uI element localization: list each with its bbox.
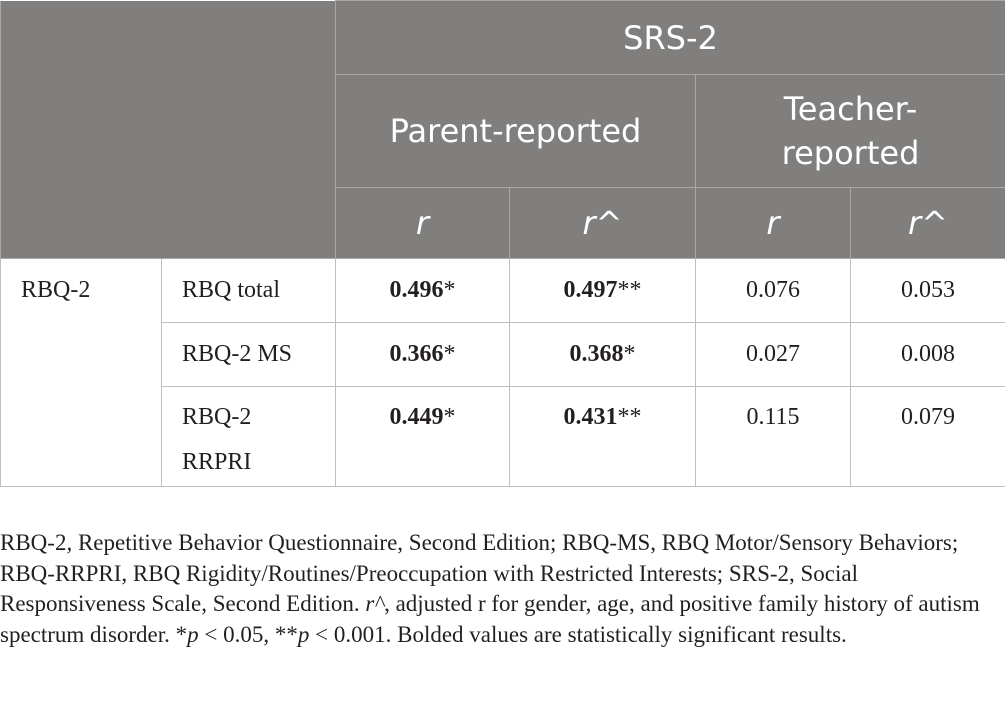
cell-parent-r-adjusted: 0.431** — [510, 387, 696, 487]
header-srs2: SRS-2 — [336, 1, 1005, 75]
cell-parent-r-adjusted: 0.497** — [510, 259, 696, 323]
header-blank-cell — [1, 1, 336, 259]
header-teacher-line1: Teacher- — [783, 90, 918, 128]
table-row — [1, 259, 1005, 323]
table-footnote: RBQ-2, Repetitive Behavior Questionnaire, Second Edition; RBQ-MS, RBQ Motor/Sensory Behaviors; RBQ-RRPRI, RBQ Rigidity/Routines/Preoccupation with Restricted Interests; SRS-2, Social Responsiveness Scale, Second Edition. r^, adjusted r for gender, age, and positive family history of autism spectrum disorder. *p < 0.05, **p < 0.001. Bolded values are statistically significant results. — [0, 530, 980, 647]
header-teacher-r-adjusted: r^ — [851, 188, 1005, 259]
header-parent-reported: Parent-reported — [336, 75, 696, 188]
row-label: RBQ total — [162, 259, 336, 323]
cell-parent-r: 0.449* — [336, 387, 510, 487]
cell-parent-r-adjusted: 0.368* — [510, 323, 696, 387]
row-group-label: RBQ-2 — [1, 259, 162, 487]
cell-teacher-r-adjusted: 0.079 — [851, 387, 1005, 487]
cell-teacher-r-adjusted: 0.008 — [851, 323, 1005, 387]
row-label: RBQ-2 RRPRI — [162, 387, 336, 487]
cell-teacher-r: 0.076 — [696, 259, 851, 323]
cell-parent-r: 0.366* — [336, 323, 510, 387]
cell-parent-r: 0.496* — [336, 259, 510, 323]
cell-teacher-r: 0.027 — [696, 323, 851, 387]
header-teacher-reported — [696, 75, 1005, 188]
header-teacher-line2: reported — [781, 134, 920, 172]
cell-teacher-r-adjusted: 0.053 — [851, 259, 1005, 323]
row-label: RBQ-2 MS — [162, 323, 336, 387]
header-teacher-r: r — [696, 188, 851, 259]
cell-teacher-r: 0.115 — [696, 387, 851, 487]
header-parent-r: r — [336, 188, 510, 259]
header-parent-r-adjusted: r^ — [510, 188, 696, 259]
